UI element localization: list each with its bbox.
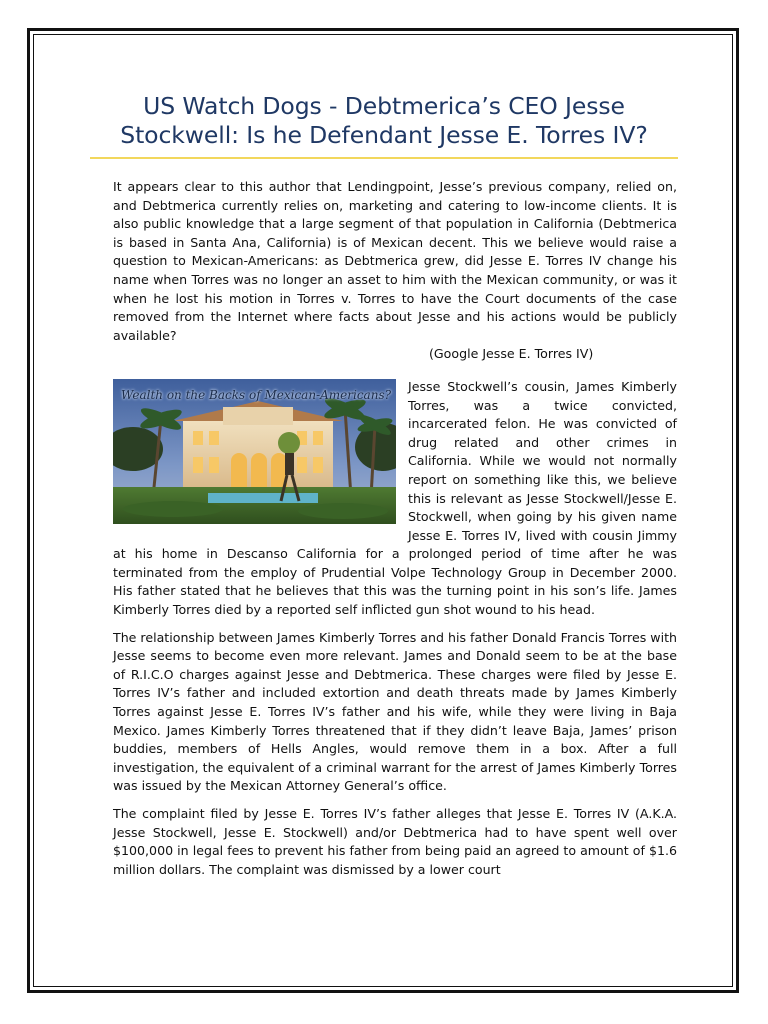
mansion-photo [113, 379, 396, 524]
article-body [113, 178, 677, 888]
paragraph-1 [113, 178, 677, 364]
title-underline [90, 157, 678, 159]
image-caption: Wealth on the Backs of Mexican-Americans? [121, 387, 392, 402]
paragraph-1-text: It appears clear to this author that Lendingpoint, Jesse’s previous company, relied on, and Debtmerica currently relies on, marketing and catering to low-income clients. It is also public knowledge that a large segment of that population in California (Debtmerica is based in Santa Ana, California) is of Mexican decent. This we believe would raise a question to Mexican-Americans: as Debtmerica grew, did Jesse E. Torres IV change his name when Torres was no longer an asset to him with the Mexican community, or was it when he lost his motion in Torres v. Torres to have the Court documents of the case removed from the Internet where facts about Jesse and his actions would be publicly available? [113, 179, 677, 343]
paragraph-2: Jesse Stockwell’s cousin, James Kimberly Torres, was a twice convicted, incarcerated felon. He was convicted of drug related and other crimes in California. While we would not normally report on something like this, we believe this is relevant as Jesse Stockwell/Jesse E. Stockwell, when going by his given name Jesse E. Torres IV, lived with cousin Jimmy at his home in Descanso California for a prolonged period of time after he was terminated from the employ of Prudential Volpe Technology Group in December 2000. His father stated that he believes that this was the turning point in his son’s life. James Kimberly Torres died by a reported self inflicted gun shot wound to his head. [113, 378, 677, 618]
article-title: US Watch Dogs - Debtmerica’s CEO Jesse Stockwell: Is he Defendant Jesse E. Torres IV? [120, 92, 648, 149]
google-citation: (Google Jesse E. Torres IV) [429, 346, 594, 362]
paragraph-3: The relationship between James Kimberly Torres and his father Donald Francis Torres with Jesse seems to become even more relevant. James and Donald seem to be at the base of R.I.C.O charges against Jesse and Debtmerica. These charges were filed by Jesse E. Torres IV’s father and included extortion and death threats made by James Kimberly Torres against Jesse E. Torres IV’s father and his wife, while they were living in Baja Mexico. James Kimberly Torres threatened that if they didn’t leave Baja, James’ prison buddies, members of Hells Angles, would remove them in a box. After a full investigation, the equivalent of a criminal warrant for the arrest of James Kimberly Torres was issued by the Mexican Attorney General’s office. [113, 629, 677, 794]
paragraph-4: The complaint filed by Jesse E. Torres IV’s father alleges that Jesse E. Torres IV (A.K.A. Jesse Stockwell, Jesse E. Stockwell) and/or Debtmerica had to have spent well over $100,000 in legal fees to prevent his father from being paid an agreed to amount of $1.6 million dollars. The complaint was dismissed by a lower court [113, 806, 677, 877]
